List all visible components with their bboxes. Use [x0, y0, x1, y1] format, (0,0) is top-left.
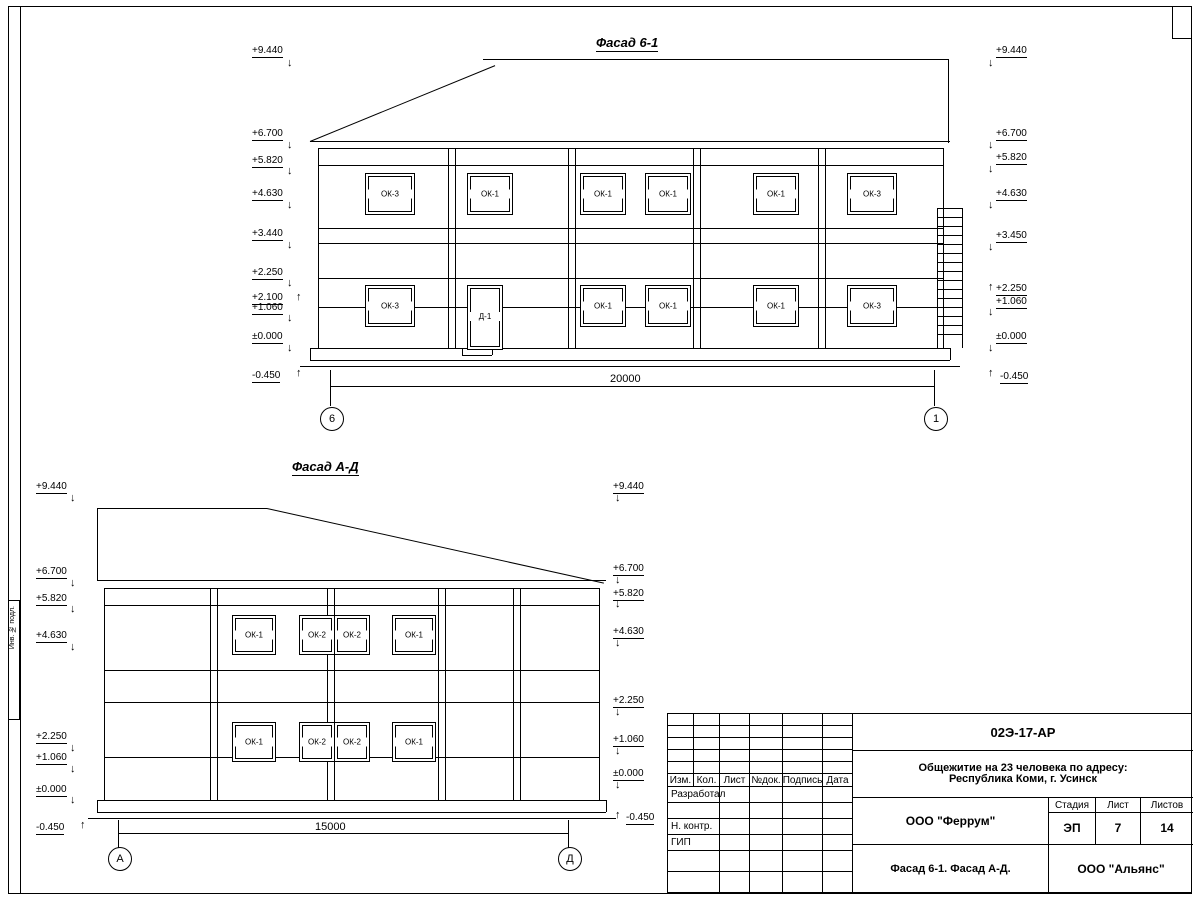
- level-arrow: ↓: [988, 163, 994, 175]
- role-sign: [720, 819, 750, 835]
- level-mark: +3.440: [252, 228, 283, 239]
- facade1-wall-right: [943, 148, 944, 348]
- rev-cell: [750, 738, 783, 750]
- level-arrow: ↓: [70, 763, 76, 775]
- role-sign: [823, 787, 853, 803]
- window: [365, 173, 415, 215]
- facade2-plinth-left: [97, 800, 98, 812]
- level-arrow: ↓: [988, 199, 994, 211]
- level-arrow: ↓: [70, 742, 76, 754]
- facade2-wall-left: [104, 588, 105, 800]
- facade1-dim-ext-left: [330, 370, 331, 406]
- role-sign: [783, 835, 823, 851]
- level-mark: +2.250: [252, 267, 283, 278]
- level-mark: -0.450: [626, 812, 655, 823]
- level-arrow: ↓: [70, 794, 76, 806]
- frame-line-top: [8, 6, 1192, 7]
- rev-cell: [668, 750, 694, 762]
- frame-line-bottom: [8, 893, 1192, 894]
- facade1-pilaster-3: [693, 148, 694, 348]
- facade2-plinth-right: [606, 800, 607, 812]
- axis-bubble: 1: [924, 407, 948, 431]
- facade1-ladder-rung-6: [937, 253, 962, 254]
- level-mark: +4.630: [613, 626, 644, 637]
- facade1-ladder-rung-8: [937, 271, 962, 272]
- level-mark: +1.060: [613, 734, 644, 745]
- role-sign: [783, 819, 823, 835]
- rev-cell: [720, 738, 750, 750]
- object-line-2: Республика Коми, г. Усинск: [948, 773, 1098, 785]
- facade2-pilaster-4: [513, 588, 514, 800]
- window-label: ОК-1: [233, 631, 275, 640]
- door-label: Д-1: [468, 312, 502, 321]
- role-sign: [750, 819, 783, 835]
- level-mark: ±0.000: [36, 784, 67, 795]
- role-sign: [750, 851, 783, 872]
- level-mark: +1.060: [252, 302, 283, 313]
- window: [580, 173, 626, 215]
- axis-bubble: А: [108, 847, 132, 871]
- facade2-roof-left-edge: [97, 508, 98, 580]
- door: [467, 285, 503, 350]
- role-label: Разработал: [668, 787, 720, 803]
- level-mark: +2.250: [613, 695, 644, 706]
- facade1-step-1: [462, 355, 492, 356]
- level-mark: +9.440: [613, 481, 644, 492]
- role-sign: [783, 872, 823, 893]
- window-label: ОК-1: [581, 302, 625, 311]
- level-arrow: ↓: [988, 241, 994, 253]
- facade1-ladder-rung-4: [937, 235, 962, 236]
- role-sign: [720, 787, 750, 803]
- rev-header: Лист: [720, 774, 750, 787]
- level-arrow: ↑: [615, 809, 621, 821]
- window: [334, 722, 370, 762]
- role-sign: [783, 851, 823, 872]
- rev-cell: [823, 714, 853, 726]
- facade1-dim-ext-right: [934, 370, 935, 406]
- level-arrow: ↑: [80, 819, 86, 831]
- level-mark: +2.250: [996, 283, 1027, 294]
- facade1-plinth-bottom: [310, 360, 950, 361]
- role-sign: [783, 803, 823, 819]
- window: [392, 615, 436, 655]
- role-sign: [823, 803, 853, 819]
- level-arrow: ↓: [70, 603, 76, 615]
- level-mark: ±0.000: [996, 331, 1027, 342]
- client-org: ООО "Альянс": [1048, 845, 1193, 893]
- frame-line-left: [8, 6, 9, 894]
- frame-line-left-inner: [20, 6, 21, 894]
- role-sign: [750, 803, 783, 819]
- rev-cell: [823, 726, 853, 738]
- facade1-cornice-bottom: [318, 148, 943, 149]
- window: [299, 722, 335, 762]
- facade1-ladder-rung-2: [937, 217, 962, 218]
- rev-cell: [694, 762, 720, 774]
- facade1-band-2: [318, 228, 943, 229]
- level-arrow: ↑: [988, 281, 994, 293]
- facade2-pilaster-3: [438, 588, 439, 800]
- level-mark: ±0.000: [252, 331, 283, 342]
- facade1-ladder-rung-14: [937, 325, 962, 326]
- level-arrow: ↓: [287, 277, 293, 289]
- facade1-ladder-rung-15: [937, 334, 962, 335]
- level-mark: +5.820: [36, 593, 67, 604]
- window: [580, 285, 626, 327]
- facade1-pilaster-2: [568, 148, 569, 348]
- facade1-ladder-rail-right: [962, 208, 963, 348]
- window: [392, 722, 436, 762]
- window-label: ОК-1: [581, 190, 625, 199]
- window: [365, 285, 415, 327]
- sheets-value: 14: [1141, 813, 1193, 845]
- facade1-ladder-rung-10: [937, 289, 962, 290]
- level-arrow: ↓: [988, 342, 994, 354]
- level-mark: +5.820: [252, 155, 283, 166]
- frame-corner-top-right: [1172, 6, 1192, 7]
- level-mark: +4.630: [36, 630, 67, 641]
- rev-cell: [783, 750, 823, 762]
- rev-header: Изм.: [668, 774, 694, 787]
- facade1-ladder-rung-5: [937, 244, 962, 245]
- role-sign: [750, 872, 783, 893]
- window-label: ОК-2: [300, 631, 334, 640]
- level-arrow: ↓: [988, 57, 994, 69]
- level-arrow: ↓: [615, 492, 621, 504]
- level-arrow: ↓: [615, 574, 621, 586]
- rev-header: Подпись: [782, 774, 823, 786]
- facade1-ladder-rung-7: [937, 262, 962, 263]
- window-label: ОК-1: [393, 738, 435, 747]
- rev-cell: [823, 762, 853, 774]
- window-label: ОК-2: [335, 738, 369, 747]
- level-mark: +5.820: [996, 152, 1027, 163]
- level-arrow: ↓: [615, 745, 621, 757]
- facade1-ladder-rung-9: [937, 280, 962, 281]
- level-arrow: ↑: [296, 367, 302, 379]
- level-mark: +2.100: [252, 292, 283, 303]
- rev-cell: [720, 714, 750, 726]
- level-arrow: ↓: [70, 577, 76, 589]
- level-arrow: ↓: [70, 641, 76, 653]
- facade1-wall-left: [318, 148, 319, 348]
- facade2-cornice-bottom: [104, 588, 599, 589]
- level-mark: +6.700: [996, 128, 1027, 139]
- facade2-pilaster-3b: [445, 588, 446, 800]
- axis-bubble: 6: [320, 407, 344, 431]
- facade1-ladder-rung-11: [937, 298, 962, 299]
- facade1-dimension-line: [330, 386, 935, 387]
- facade2-wall-right: [599, 588, 600, 800]
- level-mark: +9.440: [252, 45, 283, 56]
- facade2-roof-slope: [267, 508, 604, 584]
- facade2-ground-line: [88, 818, 616, 819]
- facade2-pilaster-4b: [520, 588, 521, 800]
- facade2-cornice-top: [97, 580, 606, 581]
- level-arrow: ↓: [287, 165, 293, 177]
- window-label: ОК-1: [233, 738, 275, 747]
- facade1-roof-ridge: [483, 59, 948, 60]
- role-label: Н. контр.: [668, 819, 720, 835]
- object-line-1: Общежитие на 23 человека по адресу:: [918, 762, 1128, 774]
- level-arrow: ↓: [988, 139, 994, 151]
- sheet-header: Лист: [1096, 798, 1141, 813]
- level-mark: +4.630: [996, 188, 1027, 199]
- rev-header: №док.: [750, 774, 783, 787]
- facade1-roof-slope: [310, 65, 495, 142]
- role-empty: [668, 803, 720, 819]
- facade2-band-2: [104, 670, 599, 671]
- facade2-pilaster-1: [210, 588, 211, 800]
- window: [847, 173, 897, 215]
- role-sign: [823, 851, 853, 872]
- facade1-pilaster-1: [448, 148, 449, 348]
- level-mark: +9.440: [36, 481, 67, 492]
- side-stamp-label: Инв. № подл.: [9, 606, 16, 650]
- facade1-pilaster-3b: [700, 148, 701, 348]
- rev-cell: [720, 750, 750, 762]
- facade1-ladder-rung-12: [937, 307, 962, 308]
- level-mark: -0.450: [1000, 371, 1029, 382]
- level-arrow: ↑: [988, 367, 994, 379]
- rev-cell: [783, 726, 823, 738]
- facade1-band-3: [318, 243, 943, 244]
- role-sign: [783, 787, 823, 803]
- facade1-roof-right-edge: [948, 59, 949, 143]
- facade2-dimension-value: 15000: [315, 821, 346, 833]
- window: [334, 615, 370, 655]
- level-arrow: ↓: [287, 312, 293, 324]
- level-mark: -0.450: [252, 370, 281, 381]
- facade2-plinth-top: [97, 800, 606, 801]
- role-sign: [720, 835, 750, 851]
- level-arrow: ↓: [287, 342, 293, 354]
- window-label: ОК-3: [848, 302, 896, 311]
- window-label: ОК-1: [646, 190, 690, 199]
- sheet-name: Фасад 6-1. Фасад А-Д.: [890, 862, 1011, 875]
- role-sign: [720, 872, 750, 893]
- facade1-cornice-top: [310, 141, 950, 142]
- level-mark: +6.700: [36, 566, 67, 577]
- facade1-band-4: [318, 278, 943, 279]
- role-sign: [750, 835, 783, 851]
- rev-cell: [783, 738, 823, 750]
- role-sign: [720, 803, 750, 819]
- facade1-plinth-left: [310, 348, 311, 360]
- window-label: ОК-1: [754, 302, 798, 311]
- window: [753, 173, 799, 215]
- title-block: [667, 713, 1192, 893]
- rev-cell: [694, 738, 720, 750]
- role-sign: [750, 787, 783, 803]
- sheets-header: Листов: [1141, 798, 1193, 813]
- stage-header: Стадия: [1048, 798, 1096, 813]
- window-label: ОК-3: [366, 302, 414, 311]
- facade2-band-3: [104, 702, 599, 703]
- window: [645, 285, 691, 327]
- rev-cell: [823, 738, 853, 750]
- window: [299, 615, 335, 655]
- role-sign: [720, 851, 750, 872]
- facade2-roof-ridge: [97, 508, 267, 509]
- role-empty: [668, 851, 720, 872]
- rev-cell: [720, 762, 750, 774]
- facade1-plinth-right: [950, 348, 951, 360]
- level-arrow: ↓: [615, 598, 621, 610]
- window-label: ОК-1: [468, 190, 512, 199]
- level-mark: +4.630: [252, 188, 283, 199]
- level-arrow: ↓: [287, 199, 293, 211]
- facade1-ladder-rail-left: [937, 208, 938, 348]
- facade1-pilaster-2b: [575, 148, 576, 348]
- facade1-title: Фасад 6-1: [596, 35, 659, 50]
- rev-cell: [720, 726, 750, 738]
- rev-cell: [668, 726, 694, 738]
- facade1-ground-line: [300, 366, 960, 367]
- rev-cell: [750, 714, 783, 726]
- window-label: ОК-2: [335, 631, 369, 640]
- facade1-plinth-top: [310, 348, 950, 349]
- rev-cell: [823, 750, 853, 762]
- rev-cell: [694, 750, 720, 762]
- rev-cell: [783, 762, 823, 774]
- facade1-pilaster-4b: [825, 148, 826, 348]
- window: [232, 615, 276, 655]
- facade2-pilaster-1b: [217, 588, 218, 800]
- facade1-ladder-rung-13: [937, 316, 962, 317]
- level-arrow: ↓: [287, 57, 293, 69]
- rev-cell: [694, 726, 720, 738]
- window-label: ОК-2: [300, 738, 334, 747]
- stage-value: ЭП: [1048, 813, 1096, 845]
- level-arrow: ↓: [70, 492, 76, 504]
- rev-cell: [750, 762, 783, 774]
- window-label: ОК-3: [848, 190, 896, 199]
- rev-header: Кол.: [694, 774, 720, 787]
- facade2-dimension-line: [118, 833, 568, 834]
- window: [645, 173, 691, 215]
- window: [753, 285, 799, 327]
- window-label: ОК-1: [646, 302, 690, 311]
- window: [467, 173, 513, 215]
- level-mark: -0.450: [36, 822, 65, 833]
- rev-cell: [694, 714, 720, 726]
- rev-cell: [668, 762, 694, 774]
- drawing-code: 02Э-17-АР: [853, 714, 1193, 751]
- level-mark: +6.700: [252, 128, 283, 139]
- role-empty: [668, 872, 720, 893]
- level-arrow: ↑: [296, 291, 302, 303]
- level-mark: +5.820: [613, 588, 644, 599]
- frame-corner-bottom: [1172, 38, 1192, 39]
- level-arrow: ↓: [287, 139, 293, 151]
- rev-cell: [668, 714, 694, 726]
- level-mark: +1.060: [996, 296, 1027, 307]
- rev-header: Дата: [823, 774, 853, 787]
- rev-cell: [668, 738, 694, 750]
- level-arrow: ↓: [615, 637, 621, 649]
- sheet-value: 7: [1096, 813, 1141, 845]
- level-arrow: ↓: [988, 306, 994, 318]
- level-arrow: ↓: [615, 779, 621, 791]
- level-mark: +9.440: [996, 45, 1027, 56]
- facade2-title: Фасад А-Д: [292, 459, 359, 474]
- window: [847, 285, 897, 327]
- level-mark: +2.250: [36, 731, 67, 742]
- rev-cell: [750, 726, 783, 738]
- level-arrow: ↓: [615, 706, 621, 718]
- window-label: ОК-1: [393, 631, 435, 640]
- role-sign: [823, 819, 853, 835]
- object-name: [853, 751, 1193, 798]
- level-mark: ±0.000: [613, 768, 644, 779]
- level-arrow: ↓: [287, 239, 293, 251]
- facade2-plinth-bottom: [97, 812, 606, 813]
- facade1-band-1: [318, 165, 943, 166]
- frame-corner-vertical: [1172, 6, 1173, 38]
- rev-cell: [783, 714, 823, 726]
- role-label: ГИП: [668, 835, 720, 851]
- role-sign: [823, 872, 853, 893]
- window: [232, 722, 276, 762]
- facade1-dimension-value: 20000: [610, 373, 641, 385]
- level-mark: +6.700: [613, 563, 644, 574]
- rev-cell: [750, 750, 783, 762]
- level-mark: +3.450: [996, 230, 1027, 241]
- window-label: ОК-1: [754, 190, 798, 199]
- facade1-pilaster-4: [818, 148, 819, 348]
- facade1-ladder-rung-1: [937, 208, 962, 209]
- axis-bubble: Д: [558, 847, 582, 871]
- window-label: ОК-3: [366, 190, 414, 199]
- facade1-step-left: [462, 348, 463, 355]
- role-sign: [823, 835, 853, 851]
- facade2-band-1: [104, 605, 599, 606]
- designer-org: ООО "Феррум": [853, 798, 1048, 845]
- facade1-pilaster-1b: [455, 148, 456, 348]
- level-mark: +1.060: [36, 752, 67, 763]
- facade1-ladder-rung-3: [937, 226, 962, 227]
